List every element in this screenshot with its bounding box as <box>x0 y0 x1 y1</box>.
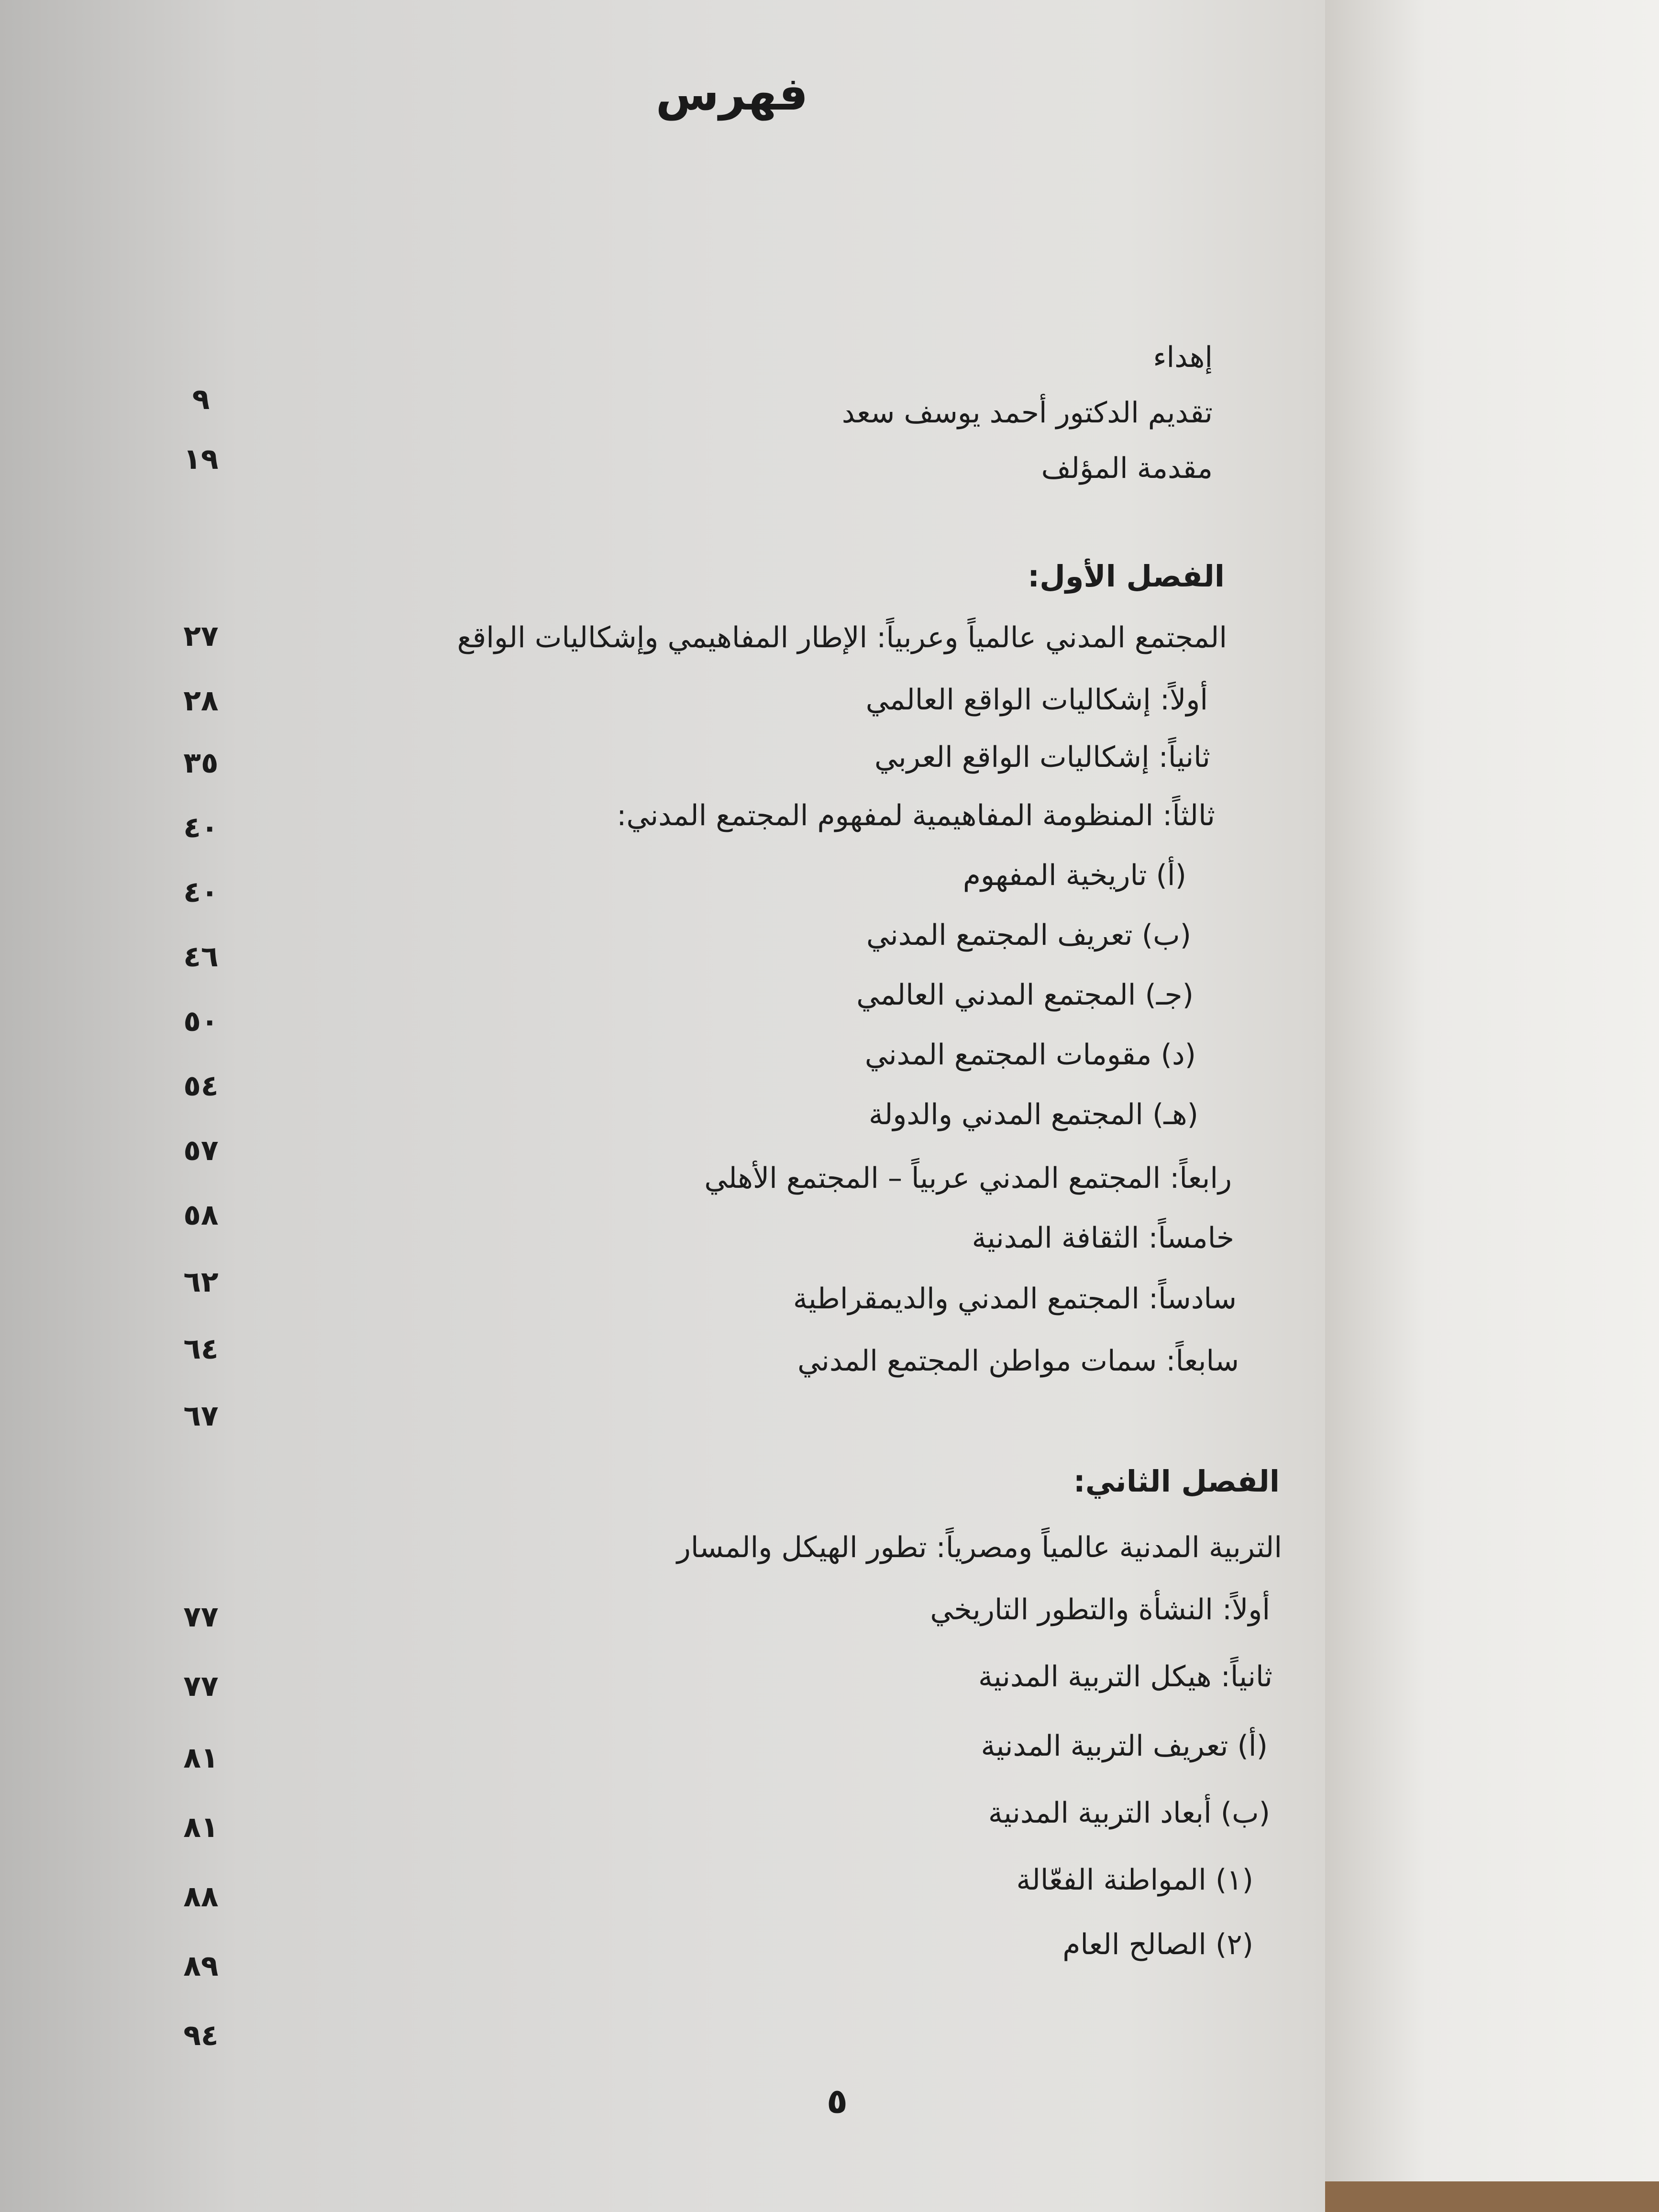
toc-subentry: (هـ) المجتمع المدني والدولة <box>868 1098 1198 1131</box>
toc-entry-dedication: إهداء <box>1153 341 1213 374</box>
page-number: ٩٤ <box>183 2019 219 2052</box>
toc-entry: سابعاً: سمات مواطن المجتمع المدني <box>797 1344 1239 1378</box>
page-number: ٥٧ <box>183 1134 219 1167</box>
page-number: ٧٧ <box>183 1600 219 1634</box>
toc-entry: ثالثاً: المنظومة المفاهيمية لمفهوم المجتمع المدني: <box>617 799 1215 832</box>
page-number: ٤٠ <box>183 875 219 909</box>
page-number: ٦٧ <box>183 1399 219 1433</box>
page-number: ٦٢ <box>183 1265 219 1299</box>
page-number: ٨٩ <box>183 1949 219 1983</box>
toc-chapter-1-heading: الفصل الأول: <box>1028 559 1225 594</box>
page-number: ٩ <box>192 383 210 416</box>
toc-entry: رابعاً: المجتمع المدني عربياً – المجتمع الأهلي <box>704 1161 1232 1195</box>
toc-subentry: (جـ) المجتمع المدني العالمي <box>856 978 1194 1012</box>
toc-entry: ثانياً: إشكاليات الواقع العربي <box>874 741 1210 774</box>
toc-entry-foreword: تقديم الدكتور أحمد يوسف سعد <box>841 396 1213 430</box>
toc-entry: أولاً: النشأة والتطور التاريخي <box>930 1593 1270 1626</box>
page-number: ٥٤ <box>183 1069 219 1103</box>
page-number: ٥٠ <box>183 1005 219 1038</box>
page-number: ٦٤ <box>183 1332 219 1366</box>
page-number: ١٩ <box>183 442 219 476</box>
toc-subentry: (أ) تعريف التربية المدنية <box>981 1729 1268 1763</box>
toc-chapter-1-title: المجتمع المدني عالمياً وعربياً: الإطار المفاهيمي وإشكاليات الواقع <box>457 621 1227 654</box>
page-title: فهرس <box>655 67 808 121</box>
page-number: ٨٨ <box>183 1880 219 1913</box>
toc-entry-author-intro: مقدمة المؤلف <box>1041 452 1213 485</box>
toc-entry: ثانياً: هيكل التربية المدنية <box>978 1660 1272 1693</box>
toc-subentry: (أ) تاريخية المفهوم <box>962 859 1186 892</box>
page-folio-number: ٥ <box>827 2081 848 2121</box>
page-number: ٨١ <box>183 1811 219 1844</box>
toc-chapter-2-title: التربية المدنية عالمياً ومصرياً: تطور الهيكل والمسار <box>676 1531 1282 1564</box>
page-number: ٤٠ <box>183 811 219 844</box>
table-surface <box>1325 2181 1659 2212</box>
toc-subentry: (١) المواطنة الفعّالة <box>1016 1863 1253 1897</box>
page-number: ٨١ <box>183 1741 219 1775</box>
page-number: ٥٨ <box>183 1198 219 1232</box>
toc-subentry: (د) مقومات المجتمع المدني <box>864 1038 1196 1072</box>
toc-subentry: (ب) أبعاد التربية المدنية <box>988 1796 1270 1830</box>
toc-entry: أولاً: إشكاليات الواقع العالمي <box>865 683 1208 717</box>
page-number: ٣٥ <box>183 746 219 780</box>
page-number: ٤٦ <box>183 940 219 973</box>
toc-entry: خامساً: الثقافة المدنية <box>972 1221 1234 1255</box>
toc-subentry: (ب) تعريف المجتمع المدني <box>866 918 1191 952</box>
toc-entry: سادساً: المجتمع المدني والديمقراطية <box>793 1282 1237 1316</box>
page-number: ٢٧ <box>183 619 219 653</box>
toc-chapter-2-heading: الفصل الثاني: <box>1073 1464 1280 1499</box>
page-number: ٧٧ <box>183 1670 219 1703</box>
toc-subentry: (٢) الصالح العام <box>1062 1928 1253 1961</box>
page-number: ٢٨ <box>183 684 219 718</box>
facing-page-edge <box>1325 0 1659 2212</box>
